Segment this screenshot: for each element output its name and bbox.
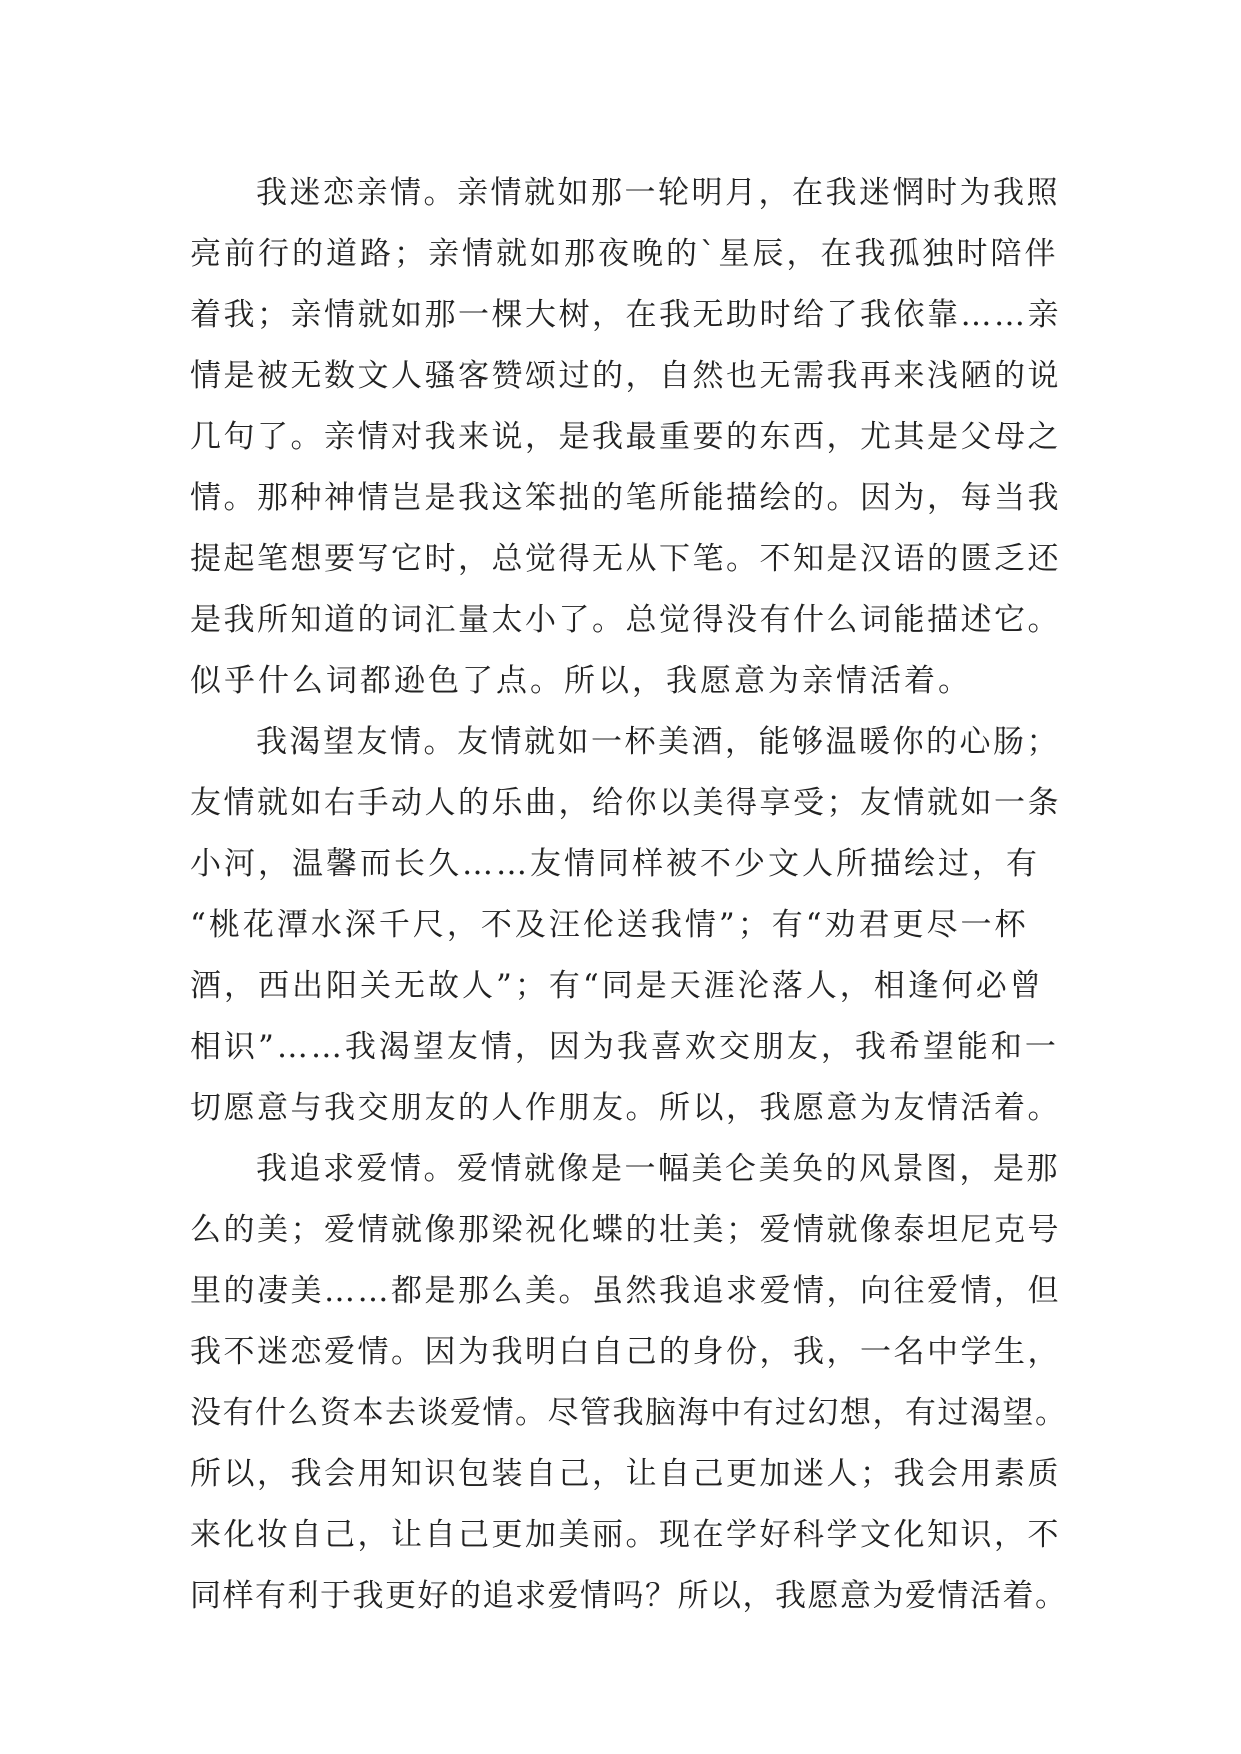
paragraph-3-line-1: 我追求爱情。爱情就像是一幅美仑美奂的风景图，是那: [256, 1151, 1060, 1187]
paragraph-1-line-1: 我迷恋亲情。亲情就如那一轮明月，在我迷惘时为我照: [256, 175, 1060, 211]
paragraph-2-line-1: 我渴望友情。友情就如一杯美酒，能够温暖你的心肠；: [256, 724, 1060, 760]
paragraph-2-line-5: 酒，西出阳关无故人”；有“同是天涯沦落人，相逢何必曾: [190, 968, 1044, 1004]
paragraph-3-line-4: 我不迷恋爱情。因为我明白自己的身份，我，一名中学生，: [190, 1334, 1061, 1370]
paragraph-3-line-8: 同样有利于我更好的追求爱情吗？所以，我愿意为爱情活着。: [190, 1578, 1068, 1614]
paragraph-2-line-6: 相识”……我渴望友情，因为我喜欢交朋友，我希望能和一: [190, 1029, 1059, 1065]
paragraph-3-line-5: 没有什么资本去谈爱情。尽管我脑海中有过幻想，有过渴望。: [190, 1395, 1068, 1431]
paragraph-2-line-2: 友情就如右手动人的乐曲，给你以美得享受；友情就如一条: [190, 785, 1061, 821]
paragraph-1-line-3: 着我；亲情就如那一棵大树，在我无助时给了我依靠……亲: [190, 297, 1061, 333]
paragraph-1-line-2: 亮前行的道路；亲情就如那夜晚的`星辰，在我孤独时陪伴: [190, 236, 1059, 272]
paragraph-2-line-7: 切愿意与我交朋友的人作朋友。所以，我愿意为友情活着。: [190, 1090, 1061, 1126]
document-body: [190, 163, 1070, 1627]
paragraph-3-line-3: 里的凄美……都是那么美。虽然我追求爱情，向往爱情，但: [190, 1273, 1061, 1309]
paragraph-2-line-4: “桃花潭水深千尺，不及汪伦送我情”；有“劝君更尽一杯: [190, 907, 1029, 943]
paragraph-1-line-7: 提起笔想要写它时，总觉得无从下笔。不知是汉语的匮乏还: [190, 541, 1061, 577]
paragraph-3-line-6: 所以，我会用知识包装自己，让自己更加迷人；我会用素质: [190, 1456, 1061, 1492]
paragraph-3-line-7: 来化妆自己，让自己更加美丽。现在学好科学文化知识，不: [190, 1517, 1061, 1553]
paragraph-3-line-2: 么的美；爱情就像那梁祝化蝶的壮美；爱情就像泰坦尼克号: [190, 1212, 1061, 1248]
paragraph-1-line-5: 几句了。亲情对我来说，是我最重要的东西，尤其是父母之: [190, 419, 1061, 455]
paragraph-1-line-9: 似乎什么词都逊色了点。所以，我愿意为亲情活着。: [190, 663, 972, 699]
paragraph-2-line-3: 小河，温馨而长久……友情同样被不少文人所描绘过，有: [190, 846, 1040, 882]
paragraph-1-line-4: 情是被无数文人骚客赞颂过的，自然也无需我再来浅陋的说: [190, 358, 1061, 394]
paragraph-1-line-6: 情。那种神情岂是我这笨拙的笔所能描绘的。因为，每当我: [190, 480, 1061, 516]
paragraph-1-line-8: 是我所知道的词汇量太小了。总觉得没有什么词能描述它。: [190, 602, 1061, 638]
